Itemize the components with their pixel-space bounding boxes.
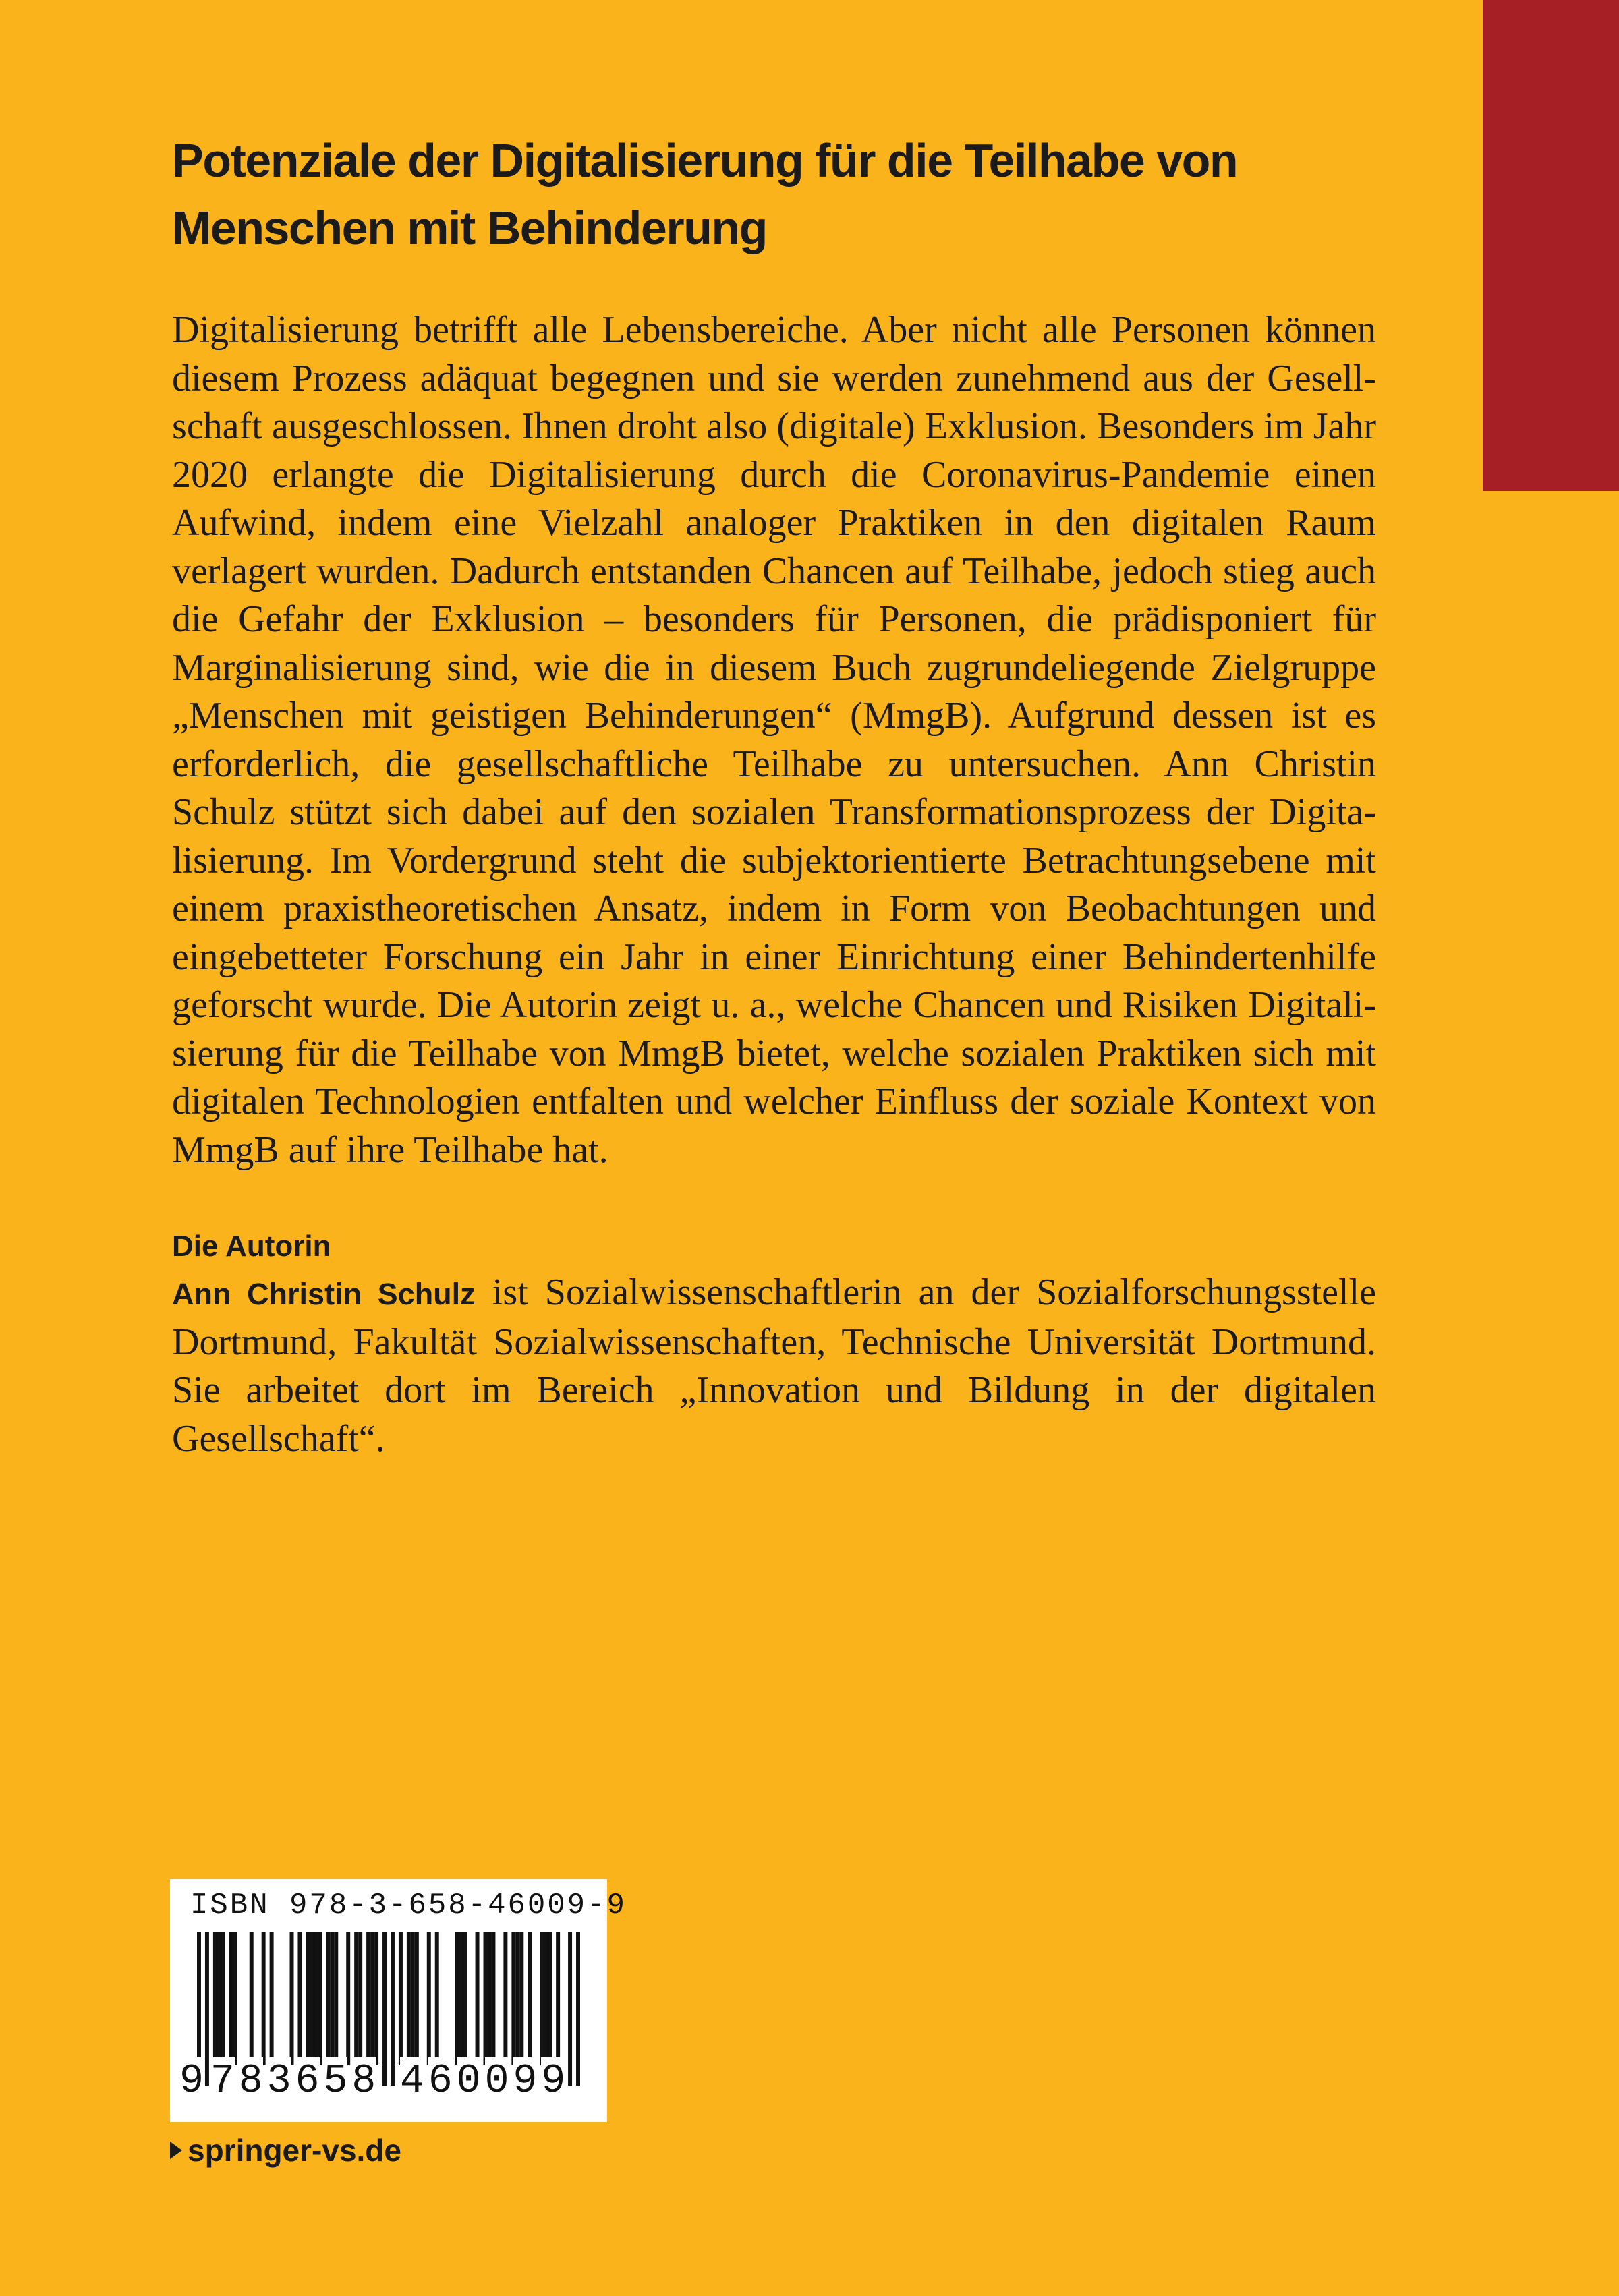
barcode-bar [326,1932,330,2065]
barcode-bar [330,1932,334,2065]
ean-digit: 9 [179,2059,204,2104]
red-accent-tab [1483,0,1619,491]
ean-digit: 6 [295,2059,320,2104]
barcode-bar [415,1932,419,2065]
publisher-website[interactable] [170,2130,401,2171]
barcode-bar [233,1932,237,2065]
barcode-bar [297,1932,302,2065]
ean-digit: 8 [351,2059,376,2104]
barcode-bar [290,1932,294,2065]
ean-digit: 8 [238,2059,263,2104]
barcode-bar [213,1932,217,2065]
barcode-bar [511,1932,515,2065]
ean-digit: 9 [513,2059,538,2104]
ean-digit: 7 [210,2059,235,2104]
barcode-bar [503,1932,507,2065]
barcode-bar [229,1932,233,2065]
author-section-heading: Die Autorin [172,1230,331,1263]
author-bio [172,1269,1376,1463]
barcode-bar [548,1932,552,2065]
ean-digit: 0 [484,2059,509,2104]
barcode-bar [459,1932,463,2065]
ean-digit: 6 [428,2059,453,2104]
barcode-bar [407,1932,411,2065]
ean-digit: 5 [323,2059,348,2104]
barcode-bar [374,1932,378,2065]
ean-digit: 3 [266,2059,291,2104]
barcode-bar [519,1932,523,2065]
ean-digit: 9 [541,2059,566,2104]
isbn-barcode [170,1879,627,2122]
ean-digit: 0 [456,2059,481,2104]
barcode-bar [427,1932,431,2065]
author-name: Ann Christin Schulz [172,1277,476,1311]
author-bio-text: ist Sozialwissenschaftlerin an der Sozialforschungsstelle Dortmund, Fakultät Sozialwissenschaften, Technische Universität Dortmund. Sie arbeitet dort im Bereich „Innovation und Bildung in der digitalen Gesellschaft“. [172,1271,1377,1460]
barcode-bar [487,1932,491,2065]
website-url[interactable]: springer-vs.de [188,2133,401,2168]
barcode-bar [411,1932,415,2065]
barcode-bar [476,1932,480,2065]
book-title: Potenziale der Digitalisierung für die Teilhabe von Menschen mit Behinderung [172,134,1238,254]
barcode-bar [354,1932,358,2065]
barcode-bar [221,1932,225,2065]
barcode-bar [334,1932,338,2065]
barcode-bar [515,1932,519,2065]
barcode-bar [544,1932,548,2065]
barcode-bar [528,1932,532,2065]
barcode-bar [366,1932,370,2065]
barcode-bar [455,1932,459,2065]
barcode-bar [358,1932,362,2065]
right-triangle-arrow-icon [170,2142,182,2159]
barcode-bar [310,1932,314,2065]
barcode-bar [399,1932,403,2065]
back-cover-content [172,127,1376,1463]
barcode-bar [250,1932,254,2065]
barcode-bar [491,1932,495,2065]
barcode-bar [346,1932,350,2065]
barcode-bar [556,1932,560,2065]
barcode-bar [370,1932,374,2065]
barcode-bar [540,1932,544,2065]
barcode-bar [262,1932,266,2065]
barcode-bar [270,1932,274,2065]
barcode-bar [435,1932,439,2065]
isbn-label: ISBN 978-3-658-46009-9 [190,1889,627,1922]
ean-digits [179,2057,598,2111]
barcode-bar [217,1932,221,2065]
barcode-bar [318,1932,322,2065]
barcode-bar [484,1932,488,2065]
barcode-bar [314,1932,318,2065]
book-abstract: Digitalisierung betrifft alle Lebensbereiche. Aber nicht alle Personen können diesem Prozess adäquat begegnen und sie werden zunehmend aus der Gesellschaft ausgeschlossen. Ihnen droht also (digitale) Exklusion. Besonders im Jahr 2020 erlangte die Digitalisierung durch die Coronavirus-Pandemie einen Aufwind, indem eine Vielzahl analoger Praktiken in den digitalen Raum verlagert wurden. Dadurch entstanden Chancen auf Teilhabe, jedoch stieg auch die Gefahr der Exklusion – besonders für Personen, die prädisponiert für Marginalisierung sind, wie die in diesem Buch zugrundeliegende Zielgruppe „Menschen mit geistigen Behinderungen“ (MmgB). Aufgrund dessen ist es erforderlich, die gesellschaftliche Teilhabe zu untersuchen. Ann Christin Schulz stützt sich dabei auf den sozialen Transformationsprozess der Digitalisierung. Im Vordergrund steht die subjektorientierte Betrachtungsebene mit einem praxistheoretischen Ansatz, indem in Form von Beobachtungen und eingebetteter Forschung ein Jahr in einer Einrichtung einer Behindertenhilfe geforscht wurde. Die Autorin zeigt u. a., welche Chancen und Risiken Digitalisierung für die Teilhabe von MmgB bietet, welche sozialen Praktiken sich mit digitalen Technologien entfalten und welcher Einfluss der soziale Kontext von MmgB auf ihre Teilhabe hat. [172,309,1376,1171]
ean-digit: 4 [399,2059,424,2104]
barcode-bar [463,1932,467,2065]
barcode-bar [306,1932,310,2065]
